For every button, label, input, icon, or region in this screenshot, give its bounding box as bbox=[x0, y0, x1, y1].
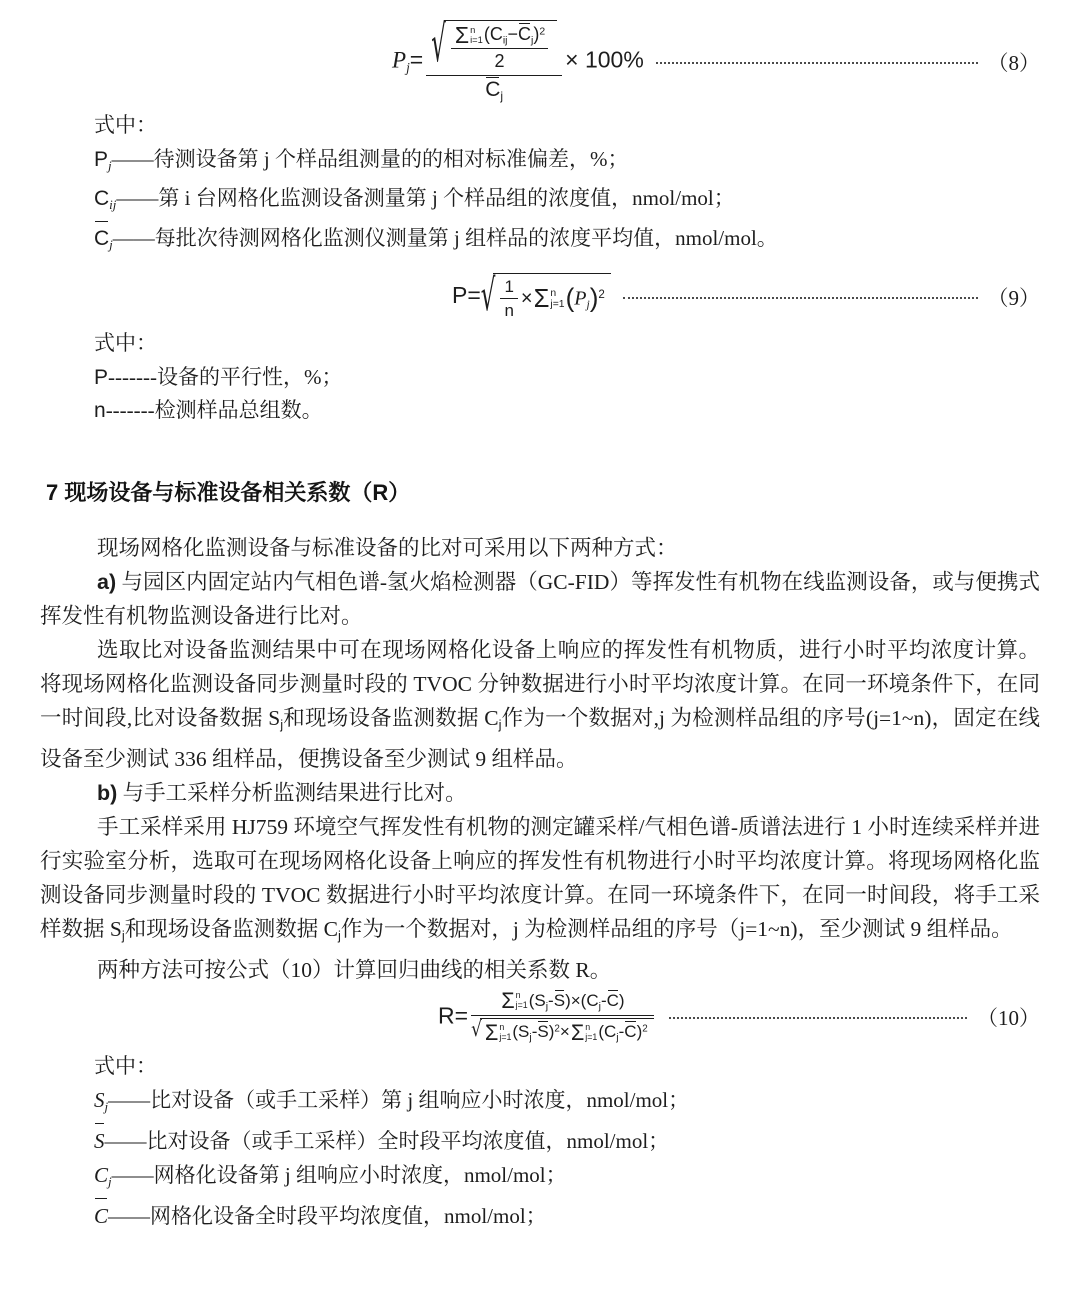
radical-sign: √ bbox=[471, 1017, 482, 1043]
formula-10-row bbox=[40, 988, 1040, 1045]
f8-cbar-sub: j bbox=[531, 35, 534, 47]
f8-minus: − bbox=[507, 24, 518, 44]
sigma: Σ bbox=[570, 1019, 585, 1045]
f10-num-term: )×(C bbox=[565, 990, 599, 1010]
sigma: Σ bbox=[484, 1019, 499, 1045]
def-lead-text: 式中： bbox=[94, 1054, 157, 1079]
sum-upper-limit: n bbox=[550, 287, 557, 299]
f10-denominator bbox=[471, 1016, 654, 1043]
f10-den-square: 2 bbox=[642, 1023, 648, 1035]
sum-upper-limit: n bbox=[515, 990, 521, 1001]
def-symbol: C bbox=[94, 1163, 109, 1188]
def-symbol: P bbox=[94, 365, 109, 389]
item-a-paragraph bbox=[40, 565, 1040, 633]
f10-den-sbar: S bbox=[537, 1022, 549, 1042]
f10-num-minus: - bbox=[548, 990, 554, 1010]
formula-9-definitions bbox=[94, 327, 1040, 428]
f8-lhs: P bbox=[392, 47, 407, 73]
f10-num-cbar: C bbox=[606, 990, 619, 1010]
f10-radical bbox=[471, 1018, 654, 1043]
f10-den-term: (S bbox=[512, 1022, 530, 1042]
p2-sub-j: j bbox=[498, 716, 502, 732]
f10-num-minus: - bbox=[600, 990, 607, 1010]
online-compare-paragraph bbox=[40, 633, 1040, 776]
f10-lhs: R bbox=[438, 1002, 455, 1029]
f8-radical bbox=[431, 16, 557, 74]
def-symbol: P bbox=[94, 147, 109, 171]
def-symbol-sub: ij bbox=[109, 197, 117, 213]
p4-text: 手工采样采用 HJ759 环境空气挥发性有机物的测定罐采样/气相色谱-质谱法进行 1 小时连续采样并进行实验室分析，选取可在现场网格化设备上响应的挥发性有机物进行小时平均浓度计算。将现场网格化监测设备同步测量时段的 TVOC 数据进行小时平均浓度计算。在同一环境条件下，在同一时间段，将手工采样数据 S bbox=[40, 814, 1040, 941]
sum-upper-limit: n bbox=[470, 24, 476, 35]
item-a-text: 与园区内固定站内气相色谱-氢火焰检测器（GC-FID）等挥发性有机物在线监测设备，或与便携式挥发性有机物监测设备进行比对。 bbox=[40, 569, 1040, 628]
def-text: ——待测设备第 j 个样品组测量的的相对标准偏差，%； bbox=[111, 146, 629, 171]
f8-equals: = bbox=[409, 46, 424, 73]
f9-times: × bbox=[520, 287, 533, 310]
definition-item bbox=[94, 1083, 1040, 1124]
def-symbol-sub: j bbox=[108, 1174, 112, 1190]
f8-term-close: ) bbox=[533, 24, 540, 44]
f9-lhs: P bbox=[452, 282, 468, 309]
formula-9-row bbox=[40, 273, 1040, 321]
f9-close-paren: ) bbox=[589, 282, 599, 313]
f8-lhs-sub: j bbox=[406, 59, 410, 75]
f10-equals: = bbox=[454, 1002, 469, 1029]
sigma: Σ bbox=[454, 21, 470, 48]
radical-sign: √ bbox=[480, 271, 496, 321]
p4-sub-j: j bbox=[337, 927, 341, 943]
formula-10-intro-paragraph: 两种方法可按公式（10）计算回归曲线的相关系数 R。 bbox=[97, 957, 612, 982]
f10-fraction bbox=[471, 988, 654, 1045]
def-lead bbox=[94, 109, 1040, 143]
f10-den-sum bbox=[570, 1019, 598, 1045]
sigma: Σ bbox=[501, 988, 515, 1014]
f10-numerator bbox=[471, 988, 654, 1016]
def-text: ——网格化设备全时段平均浓度值，nmol/mol； bbox=[108, 1204, 547, 1229]
item-a-label: a) bbox=[97, 569, 117, 594]
f9-P: P bbox=[574, 287, 587, 310]
f9-equals: = bbox=[467, 282, 481, 309]
formula-9 bbox=[452, 273, 611, 321]
dotted-leader bbox=[623, 297, 978, 299]
section-7-body bbox=[40, 531, 1040, 987]
sum-lower-limit: j=1 bbox=[585, 1031, 598, 1042]
f10-den-minus: - bbox=[618, 1022, 625, 1042]
f10-den-sub: j bbox=[616, 1031, 619, 1044]
formula-8-definitions bbox=[94, 109, 1040, 261]
f8-square: 2 bbox=[539, 26, 546, 38]
p4-text: 作为一个数据对，j 为检测样品组的序号（j=1~n)，至少测试 9 组样品。 bbox=[340, 916, 1013, 941]
f9-sum bbox=[533, 284, 565, 313]
def-symbol: n bbox=[94, 399, 106, 423]
f10-num-sbar: S bbox=[553, 990, 566, 1010]
f10-den-sum bbox=[484, 1019, 512, 1045]
f10-den-term: ) bbox=[548, 1022, 555, 1042]
f10-num-sum bbox=[501, 988, 528, 1014]
definition-item bbox=[94, 1158, 1040, 1199]
formula-10 bbox=[438, 988, 657, 1045]
formula-8-number: （8） bbox=[987, 50, 1040, 75]
formula-8 bbox=[392, 16, 644, 104]
p2-text: 和现场设备监测数据 C bbox=[283, 705, 499, 730]
section-7-heading: 7 现场设备与标准设备相关系数（R） bbox=[46, 479, 411, 505]
def-symbol: C bbox=[94, 222, 109, 256]
f9-radical bbox=[481, 273, 611, 321]
def-lead bbox=[94, 327, 1040, 361]
f8-outer-denominator bbox=[426, 76, 562, 103]
f10-num-term: ) bbox=[618, 990, 625, 1010]
def-text: 设备的平行性，%； bbox=[156, 364, 343, 389]
def-dash: ------- bbox=[108, 364, 157, 389]
f8-inner-fraction bbox=[451, 21, 548, 72]
p2-text: 选取比对设备监测结果中可在现场网格化设备上响应的挥发性有机物质，进行小时平均浓度计算。将现场网格化监测设备同步测量时段的 TVOC 分钟数据进行小时平均浓度计算。在同一环境条件下，在同一时间段,比对设备数据 S bbox=[40, 637, 1040, 730]
p2-text: 作为一个数据对,j 为检测样品组的序号(j=1~n)，固定在线设备至少测试 336 组样品，便携设备至少测试 9 组样品。 bbox=[40, 705, 1040, 771]
definition-item bbox=[94, 1199, 1040, 1233]
definition-item bbox=[94, 182, 1040, 222]
def-lead-text: 式中： bbox=[94, 331, 157, 356]
def-lead-text: 式中： bbox=[94, 113, 157, 138]
f8-den-cbar: C bbox=[485, 78, 501, 102]
f9-denominator-n: n bbox=[504, 301, 514, 321]
sum-upper-limit: n bbox=[499, 1021, 505, 1032]
formula-8-row bbox=[40, 16, 1040, 104]
f8-term-sub: ij bbox=[502, 35, 508, 47]
sum-lower-limit: j=1 bbox=[499, 1031, 512, 1042]
f8-outer-fraction bbox=[426, 16, 562, 104]
def-text: ——网格化设备第 j 组响应小时浓度，nmol/mol； bbox=[111, 1163, 567, 1188]
def-text: 检测样品总组数。 bbox=[154, 398, 323, 423]
definition-item bbox=[94, 394, 1040, 428]
definition-item bbox=[94, 361, 1040, 395]
p2-sub-j: j bbox=[280, 716, 284, 732]
f8-inner-denominator: 2 bbox=[494, 51, 505, 72]
sum-lower-limit: j=1 bbox=[515, 1000, 528, 1011]
definition-item bbox=[94, 143, 1040, 183]
item-b-paragraph bbox=[40, 776, 1040, 810]
dotted-leader bbox=[669, 1017, 967, 1019]
manual-sampling-paragraph bbox=[40, 810, 1040, 953]
formula-10-definitions bbox=[94, 1049, 1040, 1233]
def-symbol: C bbox=[94, 187, 110, 211]
def-lead bbox=[94, 1049, 1040, 1083]
f10-den-times: × bbox=[559, 1022, 570, 1042]
def-dash: ------- bbox=[105, 398, 155, 423]
def-text: ——比对设备（或手工采样）全时段平均浓度值，nmol/mol； bbox=[104, 1129, 670, 1154]
sum-lower-limit: i=1 bbox=[470, 35, 483, 46]
def-symbol-sub: j bbox=[104, 1099, 109, 1115]
f10-den-term: ) bbox=[636, 1022, 643, 1042]
item-b-label: b) bbox=[97, 780, 118, 805]
f8-cbar: C bbox=[518, 24, 531, 44]
definition-item bbox=[94, 1124, 1040, 1158]
def-text: ——第 i 台网格化监测设备测量第 j 个样品组的浓度值，nmol/mol； bbox=[116, 186, 735, 211]
f10-den-term: (C bbox=[598, 1022, 617, 1042]
sigma: Σ bbox=[533, 284, 550, 313]
def-symbol: C bbox=[94, 1199, 108, 1233]
def-symbol: S bbox=[94, 1088, 105, 1113]
intro-paragraph: 现场网格化监测设备与标准设备的比对可采用以下两种方式： bbox=[97, 535, 678, 560]
formula-9-number: （9） bbox=[987, 286, 1040, 311]
f10-den-square: 2 bbox=[554, 1023, 560, 1035]
item-b-text: 与手工采样分析监测结果进行比对。 bbox=[117, 780, 467, 805]
f9-open-paren: ( bbox=[565, 282, 575, 313]
f8-sum bbox=[454, 21, 483, 48]
sum-upper-limit: n bbox=[585, 1021, 591, 1032]
f10-den-minus: - bbox=[531, 1022, 538, 1042]
f10-num-sub: j bbox=[598, 1000, 601, 1013]
def-symbol: S bbox=[94, 1124, 105, 1158]
radical-sign: √ bbox=[431, 16, 446, 74]
f10-num-sub: j bbox=[545, 1000, 549, 1013]
def-symbol-sub: j bbox=[109, 236, 113, 252]
p4-sub-j: j bbox=[121, 927, 125, 943]
f10-num-term: (S bbox=[528, 990, 546, 1010]
f9-P-sub: j bbox=[586, 298, 590, 312]
document-page bbox=[0, 16, 1080, 1293]
f8-term-open: (C bbox=[483, 24, 503, 44]
f8-times-100: × 100% bbox=[565, 46, 644, 73]
def-text: ——比对设备（或手工采样）第 j 组响应小时浓度，nmol/mol； bbox=[108, 1088, 690, 1113]
f8-den-cbar-sub: j bbox=[500, 89, 504, 104]
f9-square: 2 bbox=[598, 288, 605, 302]
f9-numerator-1: 1 bbox=[500, 277, 517, 299]
definition-item bbox=[94, 222, 1040, 262]
f9-one-over-n bbox=[500, 277, 517, 321]
dotted-leader bbox=[656, 62, 978, 64]
sum-lower-limit: j=1 bbox=[550, 299, 565, 311]
f10-den-sub: j bbox=[529, 1031, 532, 1044]
def-text: ——每批次待测网格化监测仪测量第 j 组样品的浓度平均值，nmol/mol。 bbox=[112, 225, 778, 250]
def-symbol-sub: j bbox=[108, 157, 112, 173]
formula-10-number: （10） bbox=[977, 1006, 1040, 1031]
p4-text: 和现场设备监测数据 C bbox=[124, 916, 338, 941]
f10-den-cbar: C bbox=[624, 1022, 637, 1042]
